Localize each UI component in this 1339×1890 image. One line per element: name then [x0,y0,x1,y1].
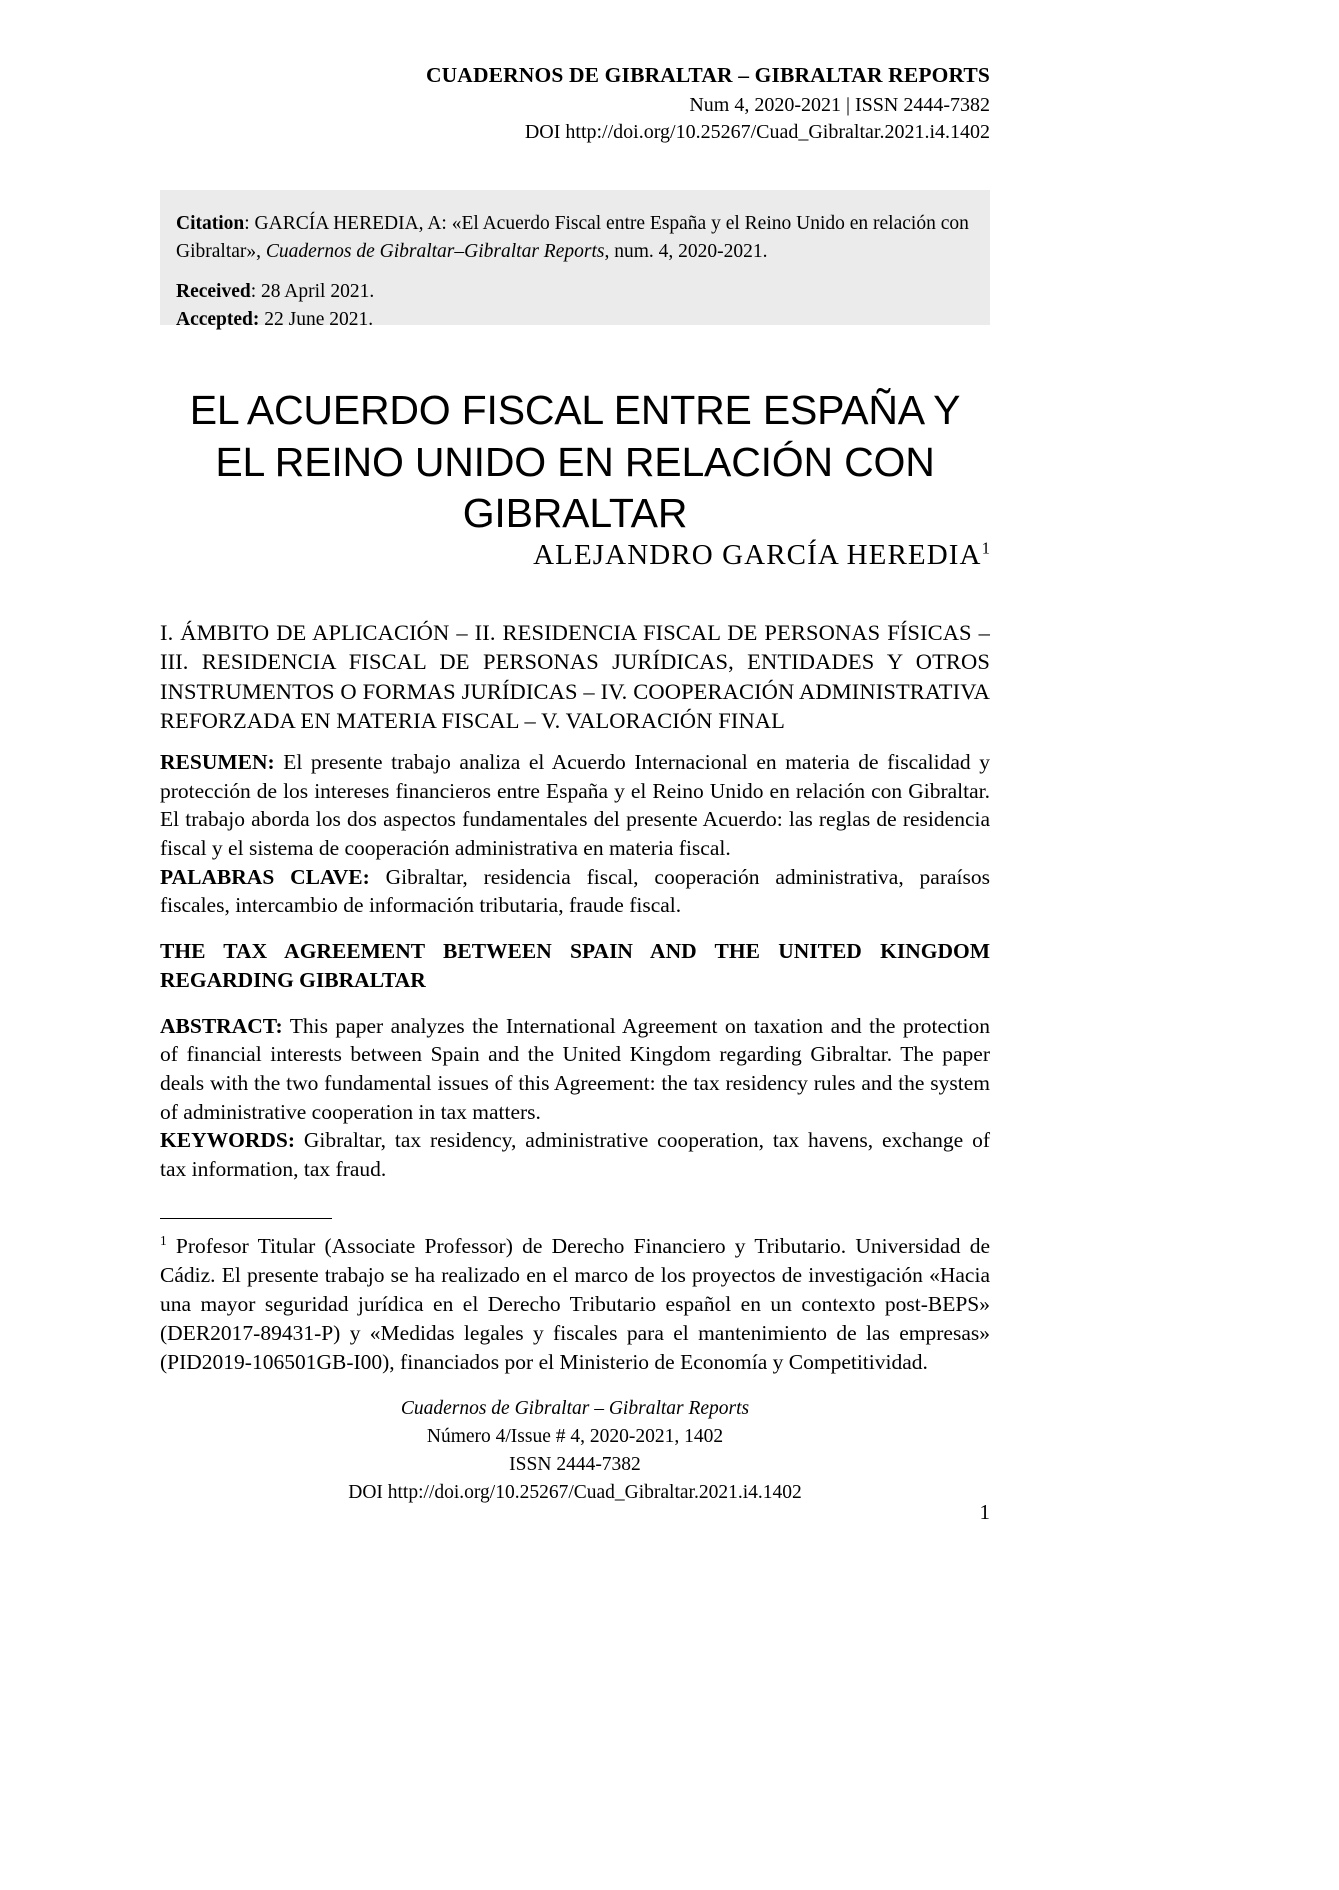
received-line [176,278,974,306]
footnote [160,1232,990,1377]
page-footer [160,1395,990,1507]
accepted-line [176,306,974,334]
keywords-label: KEYWORDS: [160,1128,295,1153]
author-name: ALEJANDRO GARCÍA HEREDIA [533,539,982,571]
citation-journal: Cuadernos de Gibraltar–Gibraltar Reports [265,240,605,262]
footer-journal: Cuadernos de Gibraltar – Gibraltar Reports [400,1398,750,1419]
citation-line [176,210,974,265]
author-footnote-marker: 1 [981,538,990,558]
palabras-clave-text: Gibraltar, residencia fiscal, cooperación administrativa, paraísos fiscales, intercambio de información tributaria, fraude fiscal. [160,864,990,918]
resumen-text: El presente trabajo analiza el Acuerdo Internacional en materia de fiscalidad y protección de los intereses financieros entre España y el Reino Unido en relación con Gibraltar. El trabajo aborda los dos aspectos fundamentales del presente Acuerdo: las reglas de residencia fiscal y el sistema de cooperación administrativa en materia fiscal. [160,750,990,861]
citation-tail: , num. 4, 2020-2021. [604,240,768,262]
keywords-text: Gibraltar, tax residency, administrative cooperation, tax havens, exchange of tax information, tax fraud. [160,1128,990,1181]
received-label: Received [176,281,251,303]
english-title: THE TAX AGREEMENT BETWEEN SPAIN AND THE UNITED KINGDOM REGARDING GIBRALTAR [160,939,990,992]
resumen-paragraph [160,748,990,863]
running-head [160,62,990,147]
citation-text: : GARCÍA HEREDIA, A: «El Acuerdo Fiscal entre España y el Reino Unido en relación con Gibraltar», [176,213,969,262]
abstract-text: This paper analyzes the International Agreement on taxation and the protection of financial interests between Spain and the United Kingdom regarding Gibraltar. The paper deals with the two fundamental issues of this Agreement: the tax residency rules and the system of administrative cooperation in tax matters. [160,1013,990,1124]
footnote-separator [160,1218,332,1219]
contents-index: I. ÁMBITO DE APLICACIÓN – II. RESIDENCIA FISCAL DE PERSONAS FÍSICAS – III. RESIDENCIA FISCAL DE PERSONAS JURÍDICAS, ENTIDADES Y OTROS INSTRUMENTOS O FORMAS JURÍDICAS – IV. COOPERACIÓN ADMINISTRATIVA REFORZADA EN MATERIA FISCAL – V. VALORACIÓN FINAL [160,620,990,733]
footnote-marker: 1 [160,1233,167,1248]
abstract-section [160,748,990,1184]
citation-label: Citation [176,213,245,234]
page-title: EL ACUERDO FISCAL ENTRE ESPAÑA Y EL REINO UNIDO EN RELACIÓN CON GIBRALTAR [189,387,961,537]
footnote-text: Profesor Titular (Associate Professor) de Derecho Financiero y Tributario. Universidad de Cádiz. El presente trabajo se ha realizado en el marco de los proyectos de investigación «Hacia una mayor seguridad jurídica en el Derecho Tributario español en un contexto post-BEPS» (DER2017-89431-P) y «Medidas legales y fiscales para el mantenimiento de las empresas» (PID2019-106501GB-I00), financiados por el Ministerio de Economía y Competitividad. [160,1234,990,1374]
header-doi: DOI http://doi.org/10.25267/Cuad_Gibraltar.2021.i4.1402 [524,121,990,144]
resumen-label: RESUMEN: [160,750,275,774]
issue-line: Num 4, 2020-2021 | ISSN 2444-7382 [689,93,990,116]
citation-box [160,190,990,331]
keywords-paragraph [160,1126,990,1183]
accepted-value: 22 June 2021. [259,309,374,331]
footer-issn: ISSN 2444-7382 [509,1453,641,1475]
journal-name: CUADERNOS DE GIBRALTAR – GIBRALTAR REPORTS [425,63,990,87]
author-line [160,538,990,573]
palabras-clave-paragraph [160,863,990,920]
accepted-label: Accepted: [176,309,260,331]
footer-doi: DOI http://doi.org/10.25267/Cuad_Gibraltar.2021.i4.1402 [348,1481,802,1503]
palabras-clave-label: PALABRAS CLAVE: [160,864,370,889]
footer-issue: Número 4/Issue # 4, 2020-2021, 1402 [426,1425,724,1447]
page-number: 1 [979,1500,990,1524]
received-value: : 28 April 2021. [250,281,375,303]
abstract-paragraph [160,1012,990,1127]
abstract-label: ABSTRACT: [160,1013,283,1038]
